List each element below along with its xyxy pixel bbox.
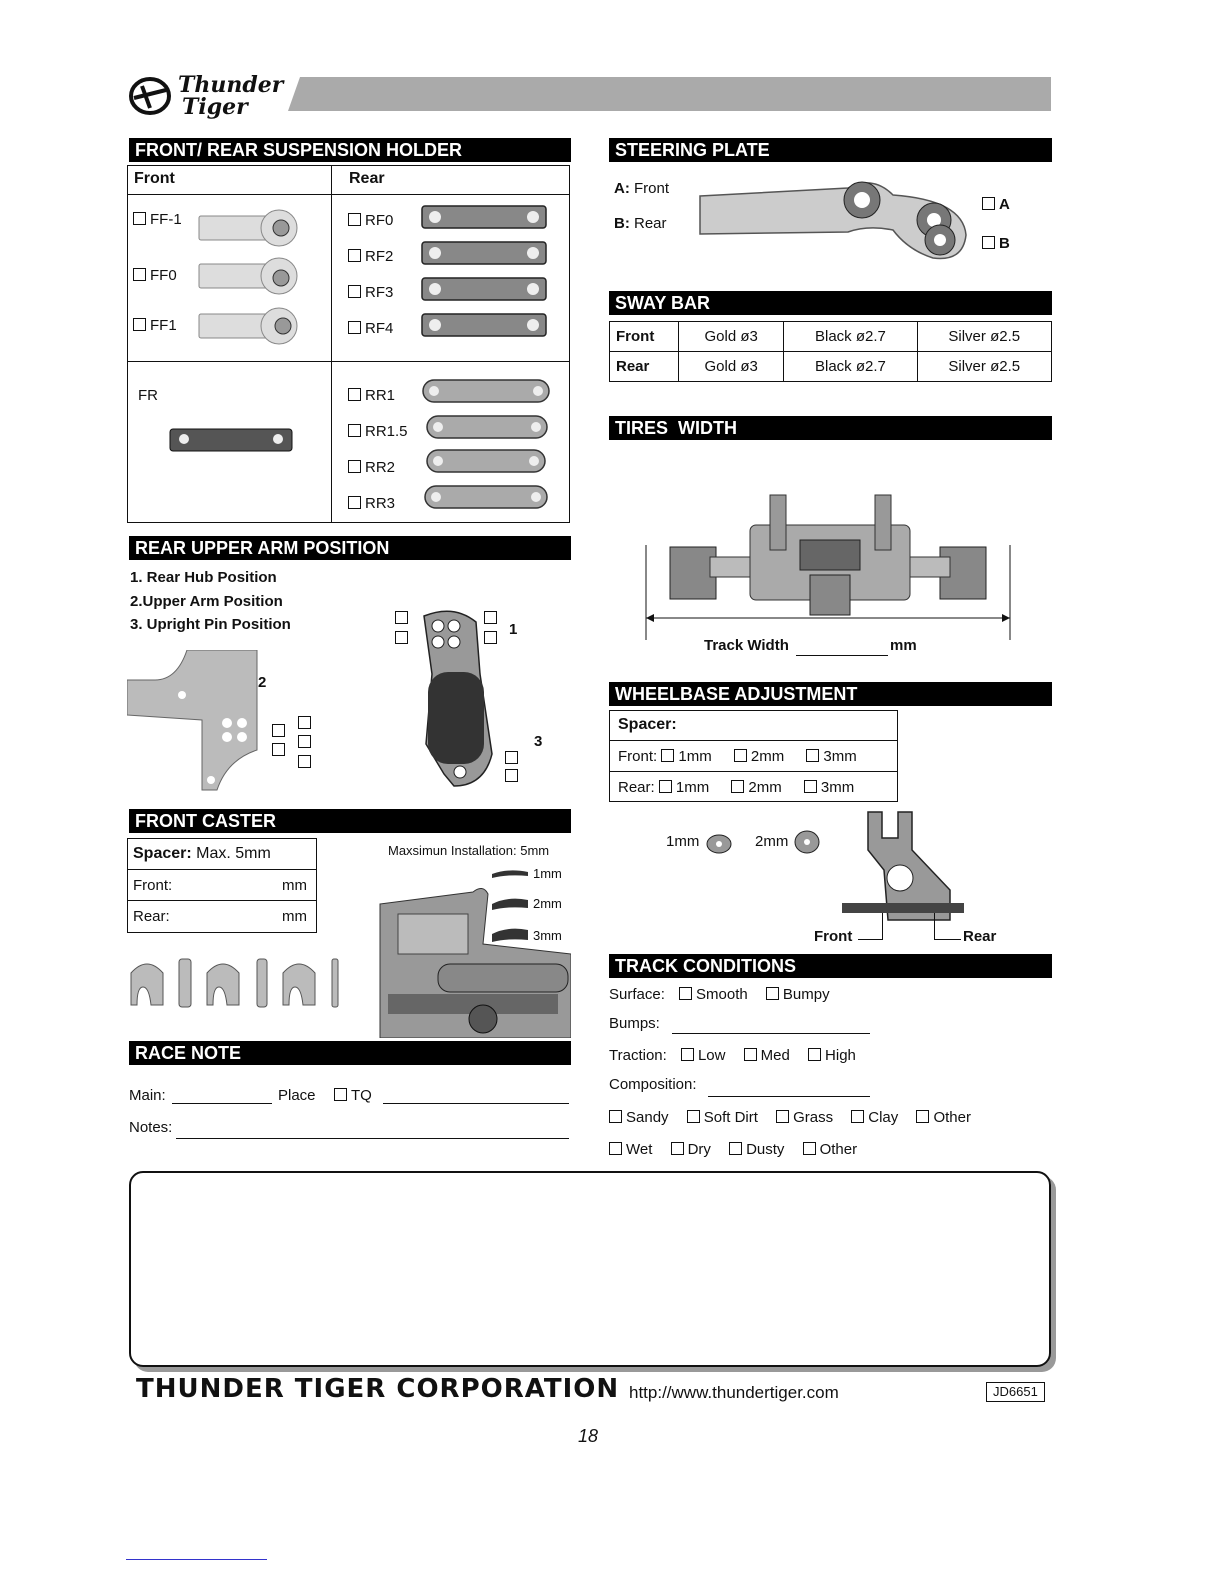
main-field[interactable] (172, 1103, 272, 1104)
checkbox[interactable] (982, 236, 995, 249)
position-3-number: 3 (534, 733, 543, 750)
sway-cell: Silver ø2.5 (917, 352, 1052, 382)
checkbox[interactable] (298, 735, 311, 748)
checkbox[interactable] (133, 212, 146, 225)
notes-field[interactable] (176, 1138, 569, 1139)
pin-checkboxes (505, 751, 519, 785)
steering-a-label: A: Front (614, 180, 670, 197)
option-rf0[interactable]: RF0 (348, 212, 393, 229)
suspension-section-header: FRONT/ REAR SUSPENSION HOLDER (129, 138, 571, 162)
checkbox[interactable] (687, 1110, 700, 1123)
wheelbase-front-tag: Front (814, 928, 853, 945)
checkbox[interactable] (804, 780, 817, 793)
car-track-image (640, 485, 1020, 645)
option-rf3[interactable]: RF3 (348, 284, 393, 301)
option-front-2mm[interactable]: 2mm (734, 748, 784, 765)
checkbox[interactable] (671, 1142, 684, 1155)
option-ff-1[interactable]: FF-1 (133, 211, 182, 228)
composition-field[interactable] (708, 1096, 870, 1097)
composition-label: Composition: (609, 1076, 697, 1093)
option-rr3[interactable]: RR3 (348, 495, 395, 512)
option-steering-b[interactable]: B (982, 235, 1010, 252)
option-soft-dirt[interactable]: Soft Dirt (687, 1109, 758, 1126)
checkbox[interactable] (734, 749, 747, 762)
composition-row (609, 1109, 971, 1126)
option-ff1[interactable]: FF1 (133, 317, 177, 334)
upper-arm-checkboxes (272, 716, 316, 772)
main-label: Main: (129, 1087, 166, 1104)
checkbox[interactable] (808, 1048, 821, 1061)
steering-b-label: B: Rear (614, 215, 667, 232)
spacer-2mm-image (792, 828, 822, 856)
option-rf4[interactable]: RF4 (348, 320, 393, 337)
rf-holder-images (420, 202, 548, 352)
checkbox[interactable] (982, 197, 995, 210)
checkbox[interactable] (133, 268, 146, 281)
place-label: Place (278, 1087, 316, 1104)
checkbox[interactable] (505, 769, 518, 782)
checkbox[interactable] (916, 1110, 929, 1123)
bumps-label: Bumps: (609, 1015, 660, 1032)
checkbox[interactable] (348, 496, 361, 509)
steering-plate-image (698, 170, 973, 265)
checkbox[interactable] (133, 318, 146, 331)
option-rr2[interactable]: RR2 (348, 459, 395, 476)
condition-row (609, 1141, 857, 1158)
checkbox[interactable] (348, 424, 361, 437)
rear-hub-image (414, 604, 494, 789)
option-rr1[interactable]: RR1 (348, 387, 395, 404)
spacer-1mm-label: 1mm (666, 833, 700, 850)
logo (128, 72, 288, 118)
caster-front-unit: mm (282, 877, 307, 894)
checkbox[interactable] (348, 460, 361, 473)
rear-upper-item-2: 2.Upper Arm Position (130, 593, 283, 610)
checkbox[interactable] (272, 743, 285, 756)
notes-box[interactable] (129, 1171, 1051, 1367)
race-note-section-header: RACE NOTE (129, 1041, 571, 1065)
checkbox[interactable] (661, 749, 674, 762)
company-name: THUNDER TIGER CORPORATION (136, 1374, 620, 1404)
caster-rear-unit: mm (282, 908, 307, 925)
page-number: 18 (578, 1426, 599, 1446)
option-dusty[interactable]: Dusty (729, 1141, 784, 1158)
spacer-1mm-image (704, 832, 734, 856)
rear-column-header: Rear (349, 170, 385, 187)
caster-front-label: Front: (133, 877, 173, 894)
wheelbase-rear-tag: Rear (963, 928, 997, 945)
option-other-cond[interactable]: Other (803, 1141, 858, 1158)
track-width-field[interactable] (796, 655, 888, 656)
checkbox[interactable] (505, 751, 518, 764)
option-bumpy[interactable]: Bumpy (766, 986, 830, 1003)
wheelbase-rear-row: Rear: 1mm 2mm 3mm (618, 779, 855, 796)
option-steering-a[interactable]: A (982, 196, 1010, 213)
checkbox[interactable] (744, 1048, 757, 1061)
tq-field[interactable] (383, 1103, 569, 1104)
option-wet[interactable]: Wet (609, 1141, 652, 1158)
option-clay[interactable]: Clay (851, 1109, 898, 1126)
option-rf2[interactable]: RF2 (348, 248, 393, 265)
option-tq[interactable]: TQ (334, 1087, 372, 1104)
traction-row: Traction: Low Med High (609, 1047, 856, 1064)
rr-holder-images (421, 378, 551, 518)
checkbox[interactable] (766, 987, 779, 1000)
sway-row-label: Front (610, 322, 679, 352)
front-holder-images (197, 206, 303, 346)
option-rear-3mm[interactable]: 3mm (804, 779, 854, 796)
checkbox[interactable] (348, 249, 361, 262)
option-rr1-5[interactable]: RR1.5 (348, 423, 408, 440)
track-width-label: Track Width (704, 637, 789, 654)
surface-row: Surface: Smooth Bumpy (609, 986, 830, 1003)
option-grass[interactable]: Grass (776, 1109, 833, 1126)
checkbox[interactable] (776, 1110, 789, 1123)
doc-code: JD6651 (986, 1382, 1045, 1402)
sway-row-label: Rear (610, 352, 679, 382)
bumps-field[interactable] (672, 1033, 870, 1034)
fr-label: FR (138, 387, 158, 404)
sway-cell: Black ø2.7 (784, 352, 917, 382)
table-row (610, 352, 1052, 382)
option-rear-2mm[interactable]: 2mm (731, 779, 781, 796)
checkbox[interactable] (731, 780, 744, 793)
checkbox[interactable] (298, 716, 311, 729)
rear-upper-item-1: 1. Rear Hub Position (130, 569, 277, 586)
notes-label: Notes: (129, 1119, 173, 1136)
table-row (610, 322, 1052, 352)
caster-spacers-image (127, 953, 342, 1011)
rear-leader-line (934, 913, 961, 940)
wheelbase-front-row: Front: 1mm 2mm 3mm (618, 748, 857, 765)
checkbox[interactable] (609, 1142, 622, 1155)
checkbox[interactable] (348, 321, 361, 334)
checkbox[interactable] (395, 631, 408, 644)
steering-section-header: STEERING PLATE (609, 138, 1052, 162)
upper-arm-plate-image (127, 650, 260, 795)
option-rear-1mm[interactable]: 1mm (659, 779, 709, 796)
option-other-comp[interactable]: Other (916, 1109, 971, 1126)
logo-emblem-icon (128, 76, 174, 116)
option-dry[interactable]: Dry (671, 1141, 711, 1158)
logo-text-bottom: Tiger (182, 94, 248, 120)
sway-cell: Black ø2.7 (784, 322, 917, 352)
position-2-number: 2 (258, 674, 267, 691)
fr-holder-image (168, 425, 294, 455)
front-column-header: Front (134, 170, 175, 187)
max-install-label: Maxsimun Installation: 5mm (388, 843, 550, 858)
checkbox[interactable] (348, 285, 361, 298)
checkbox[interactable] (729, 1142, 742, 1155)
option-smooth[interactable]: Smooth (679, 986, 748, 1003)
option-front-1mm[interactable]: 1mm (661, 748, 711, 765)
company-url[interactable]: http://www.thundertiger.com (629, 1383, 839, 1402)
tires-section-header: TIRES WIDTH (609, 416, 1052, 440)
rear-upper-section-header: REAR UPPER ARM POSITION (129, 536, 571, 560)
spacer-2mm-label: 2mm (755, 833, 789, 850)
sway-cell: Gold ø3 (679, 352, 784, 382)
checkbox[interactable] (806, 749, 819, 762)
option-front-3mm[interactable]: 3mm (806, 748, 856, 765)
checkbox[interactable] (679, 987, 692, 1000)
checkbox[interactable] (659, 780, 672, 793)
option-ff0[interactable]: FF0 (133, 267, 177, 284)
checkbox[interactable] (851, 1110, 864, 1123)
checkbox[interactable] (334, 1088, 347, 1101)
checkbox[interactable] (272, 724, 285, 737)
caster-spacer-label: Spacer: Max. 5mm (133, 845, 271, 862)
checkbox[interactable] (395, 611, 408, 624)
caster-1mm-label: 1mm (533, 866, 562, 881)
sway-cell: Silver ø2.5 (917, 322, 1052, 352)
track-width-unit: mm (890, 637, 917, 654)
checkbox[interactable] (609, 1110, 622, 1123)
caster-3mm-label: 3mm (533, 928, 562, 943)
option-sandy[interactable]: Sandy (609, 1109, 669, 1126)
position-1-number: 1 (509, 621, 518, 638)
wheelbase-spacer-label: Spacer: (618, 716, 677, 733)
option-high[interactable]: High (808, 1047, 856, 1064)
option-low[interactable]: Low (681, 1047, 726, 1064)
checkbox[interactable] (298, 755, 311, 768)
sway-section-header: SWAY BAR (609, 291, 1052, 315)
logo-text-top: Thunder (178, 72, 284, 98)
caster-rear-label: Rear: (133, 908, 170, 925)
footnote-rule (126, 1559, 267, 1560)
header-bar (288, 77, 1051, 111)
checkbox[interactable] (803, 1142, 816, 1155)
checkbox[interactable] (348, 213, 361, 226)
sway-bar-table (609, 321, 1052, 382)
track-section-header: TRACK CONDITIONS (609, 954, 1052, 978)
sway-cell: Gold ø3 (679, 322, 784, 352)
wheelbase-hub-image (840, 810, 970, 930)
option-med[interactable]: Med (744, 1047, 790, 1064)
wheelbase-section-header: WHEELBASE ADJUSTMENT (609, 682, 1052, 706)
rear-upper-item-3: 3. Upright Pin Position (130, 616, 291, 633)
caster-section-header: FRONT CASTER (129, 809, 571, 833)
checkbox[interactable] (681, 1048, 694, 1061)
caster-chassis-image (378, 884, 571, 1038)
caster-2mm-label: 2mm (533, 896, 562, 911)
front-leader-line (858, 913, 883, 940)
checkbox[interactable] (348, 388, 361, 401)
